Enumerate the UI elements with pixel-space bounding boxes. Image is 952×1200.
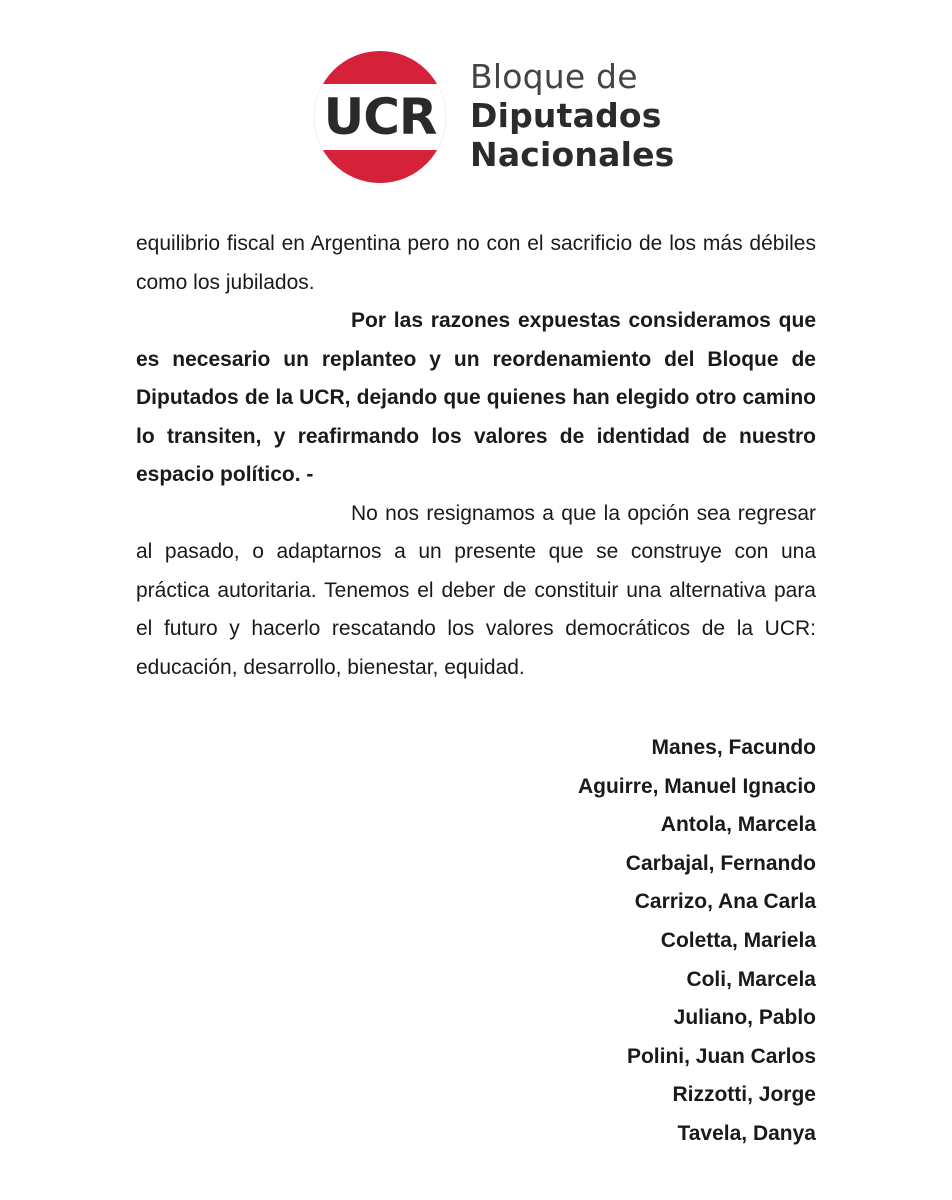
- signatories-list: [578, 729, 816, 1154]
- logo-line-1: Bloque de: [470, 57, 638, 96]
- logo-mark-text: UCR: [323, 88, 437, 146]
- logo-wordmark: [470, 57, 675, 177]
- logo-line-2: Diputados: [470, 96, 662, 135]
- signatory: Tavela, Danya: [677, 1121, 816, 1145]
- signatory: Polini, Juan Carlos: [626, 1044, 816, 1068]
- signatory: Coli, Marcela: [686, 967, 816, 991]
- letterhead: [0, 0, 952, 205]
- paragraph-1: equilibrio fiscal en Argentina pero no con el sacrificio de los más débiles como los jubilados.: [136, 232, 816, 294]
- signatory: Carrizo, Ana Carla: [634, 890, 816, 914]
- signatory: Rizzotti, Jorge: [672, 1083, 816, 1107]
- signatory: Manes, Facundo: [651, 736, 816, 759]
- signatory: Antola, Marcela: [660, 813, 816, 837]
- paragraph-3: No nos resignamos a que la opción sea regresar al pasado, o adaptarnos a un presente que se construye con una práctica autoritaria. Tenemos el deber de constituir una alternativa para el futuro y hacerlo rescatando los valores democráticos de la UCR: educación, desarrollo, bienestar, equidad.: [136, 501, 816, 679]
- signatory: Carbajal, Fernando: [625, 851, 816, 875]
- signatory: Coletta, Mariela: [660, 928, 816, 952]
- signatory: Aguirre, Manuel Ignacio: [577, 774, 816, 798]
- signatory: Juliano, Pablo: [673, 1006, 816, 1030]
- paragraph-2: Por las razones expuestas consideramos que es necesario un replanteo y un reordenamiento del Bloque de Diputados de la UCR, dejando que quienes han elegido otro camino lo transiten, y reafirmando los valores de identidad de nuestro espacio político. -: [136, 309, 816, 486]
- ucr-logo-icon: [312, 47, 448, 187]
- letter-body: [136, 225, 816, 687]
- logo-line-3: Nacionales: [470, 135, 675, 174]
